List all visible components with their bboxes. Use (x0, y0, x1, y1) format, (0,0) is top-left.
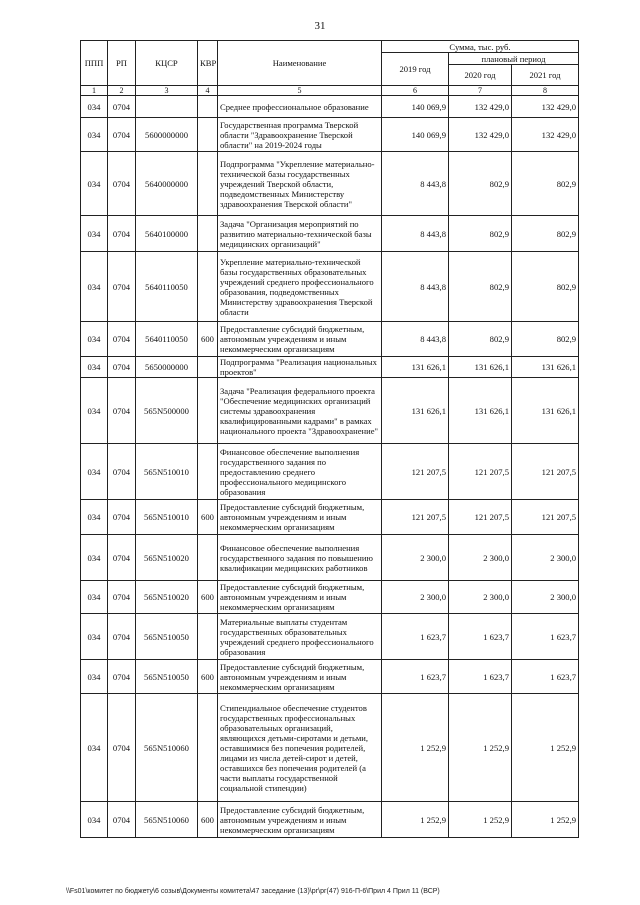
cell-ppp: 034 (81, 660, 108, 694)
cell-amount-2020: 1 623,7 (449, 614, 512, 660)
cell-amount-2020: 131 626,1 (449, 357, 512, 378)
cell-amount-2019: 1 252,9 (382, 694, 449, 802)
header-kcsr: КЦСР (136, 41, 198, 86)
cell-name: Материальные выплаты студентам государственных образовательных учреждений среднего профессионального образования (218, 614, 382, 660)
table-body (81, 96, 579, 838)
col-number: 4 (198, 86, 218, 96)
table-row (81, 216, 579, 252)
cell-rp: 0704 (108, 252, 136, 322)
cell-amount-2021: 1 623,7 (512, 614, 579, 660)
cell-name: Финансовое обеспечение выполнения государственного задания по повышению квалификации медицинских работников (218, 535, 382, 581)
cell-rp: 0704 (108, 535, 136, 581)
cell-amount-2020: 121 207,5 (449, 444, 512, 500)
cell-ppp: 034 (81, 152, 108, 216)
cell-name: Предоставление субсидий бюджетным, автономным учреждениям и иным некоммерческим организациям (218, 500, 382, 535)
table-row (81, 614, 579, 660)
cell-amount-2019: 121 207,5 (382, 500, 449, 535)
table-row (81, 322, 579, 357)
footer-file-path: \\Fs01\комитет по бюджету\6 созыв\Документы комитета\47 заседание (13)\рг\рг(47) 916-П-6\Прил 4 Прил 11 (ВСР) (66, 888, 440, 895)
cell-kcsr: 5640110050 (136, 322, 198, 357)
cell-amount-2021: 131 626,1 (512, 378, 579, 444)
table-row (81, 118, 579, 152)
cell-kcsr: 565N510050 (136, 614, 198, 660)
cell-amount-2021: 2 300,0 (512, 535, 579, 581)
cell-amount-2019: 131 626,1 (382, 378, 449, 444)
cell-kvr: 600 (198, 322, 218, 357)
cell-ppp: 034 (81, 216, 108, 252)
col-number: 2 (108, 86, 136, 96)
cell-amount-2019: 8 443,8 (382, 152, 449, 216)
cell-amount-2020: 121 207,5 (449, 500, 512, 535)
cell-amount-2021: 131 626,1 (512, 357, 579, 378)
col-number: 5 (218, 86, 382, 96)
cell-amount-2019: 8 443,8 (382, 322, 449, 357)
header-ppp: ППП (81, 41, 108, 86)
cell-amount-2020: 2 300,0 (449, 535, 512, 581)
cell-kvr (198, 535, 218, 581)
cell-ppp: 034 (81, 500, 108, 535)
cell-rp: 0704 (108, 660, 136, 694)
cell-amount-2020: 132 429,0 (449, 118, 512, 152)
table-row (81, 581, 579, 614)
col-number: 7 (449, 86, 512, 96)
cell-name: Подпрограмма "Укрепление материально-технической базы государственных учреждений Тверской области, подведомственных Министерству здравоохранения Тверской области" (218, 152, 382, 216)
cell-ppp: 034 (81, 802, 108, 838)
cell-amount-2021: 132 429,0 (512, 96, 579, 118)
cell-name: Предоставление субсидий бюджетным, автономным учреждениям и иным некоммерческим организациям (218, 660, 382, 694)
cell-amount-2019: 131 626,1 (382, 357, 449, 378)
cell-ppp: 034 (81, 694, 108, 802)
cell-amount-2019: 121 207,5 (382, 444, 449, 500)
cell-amount-2020: 131 626,1 (449, 378, 512, 444)
cell-name: Предоставление субсидий бюджетным, автономным учреждениям и иным некоммерческим организациям (218, 581, 382, 614)
header-sum-group: Сумма, тыс. руб. (382, 41, 579, 53)
table-row (81, 535, 579, 581)
cell-amount-2019: 140 069,9 (382, 96, 449, 118)
cell-rp: 0704 (108, 694, 136, 802)
cell-kvr (198, 357, 218, 378)
cell-kcsr: 565N500000 (136, 378, 198, 444)
cell-rp: 0704 (108, 444, 136, 500)
cell-amount-2019: 8 443,8 (382, 252, 449, 322)
header-year-2021: 2021 год (512, 65, 579, 86)
table-row (81, 378, 579, 444)
cell-kcsr: 5600000000 (136, 118, 198, 152)
cell-ppp: 034 (81, 378, 108, 444)
header-kvr: КВР (198, 41, 218, 86)
cell-rp: 0704 (108, 152, 136, 216)
cell-rp: 0704 (108, 118, 136, 152)
cell-amount-2019: 140 069,9 (382, 118, 449, 152)
cell-name: Предоставление субсидий бюджетным, автономным учреждениям и иным некоммерческим организациям (218, 802, 382, 838)
cell-kcsr: 5640110050 (136, 252, 198, 322)
cell-amount-2019: 1 623,7 (382, 660, 449, 694)
cell-rp: 0704 (108, 96, 136, 118)
cell-kvr: 600 (198, 500, 218, 535)
cell-name: Предоставление субсидий бюджетным, автономным учреждениям и иным некоммерческим организациям (218, 322, 382, 357)
cell-kcsr (136, 96, 198, 118)
cell-ppp: 034 (81, 614, 108, 660)
cell-rp: 0704 (108, 581, 136, 614)
cell-kcsr: 565N510020 (136, 535, 198, 581)
cell-amount-2020: 1 623,7 (449, 660, 512, 694)
cell-ppp: 034 (81, 118, 108, 152)
cell-kcsr: 5650000000 (136, 357, 198, 378)
col-number: 1 (81, 86, 108, 96)
cell-name: Стипендиальное обеспечение студентов государственных профессиональных образовательных организаций, являющихся детьми-сиротами и детьми, оставшимися без попечения родителей, лицами из числа детей-сирот и детей, оставшихся без попечения родителей (а части выплаты государственной социальной стипендии) (218, 694, 382, 802)
cell-ppp: 034 (81, 322, 108, 357)
cell-name: Среднее профессиональное образование (218, 96, 382, 118)
cell-kcsr: 565N510060 (136, 802, 198, 838)
cell-name: Подпрограмма "Реализация национальных проектов" (218, 357, 382, 378)
cell-amount-2020: 802,9 (449, 252, 512, 322)
cell-amount-2021: 2 300,0 (512, 581, 579, 614)
cell-kvr (198, 444, 218, 500)
col-number: 3 (136, 86, 198, 96)
cell-amount-2019: 2 300,0 (382, 581, 449, 614)
cell-amount-2021: 802,9 (512, 322, 579, 357)
table-row (81, 444, 579, 500)
cell-rp: 0704 (108, 614, 136, 660)
cell-kvr: 600 (198, 660, 218, 694)
cell-ppp: 034 (81, 252, 108, 322)
header-year-2020: 2020 год (449, 65, 512, 86)
cell-kcsr: 565N510010 (136, 444, 198, 500)
cell-name: Укрепление материально-технической базы государственных образовательных учреждений среднего профессионального образования, подведомственных Министерству здравоохранения Тверской области (218, 252, 382, 322)
cell-amount-2019: 8 443,8 (382, 216, 449, 252)
cell-kvr (198, 152, 218, 216)
cell-kvr (198, 118, 218, 152)
cell-rp: 0704 (108, 378, 136, 444)
col-number: 8 (512, 86, 579, 96)
cell-name: Государственная программа Тверской области "Здравоохранение Тверской области" на 2019-2024 годы (218, 118, 382, 152)
cell-kcsr: 565N510020 (136, 581, 198, 614)
header-planned-period: плановый период (449, 53, 579, 65)
cell-kvr (198, 96, 218, 118)
cell-amount-2020: 1 252,9 (449, 694, 512, 802)
table-row (81, 660, 579, 694)
cell-amount-2021: 802,9 (512, 216, 579, 252)
cell-amount-2021: 121 207,5 (512, 500, 579, 535)
cell-amount-2021: 1 252,9 (512, 694, 579, 802)
cell-amount-2021: 132 429,0 (512, 118, 579, 152)
cell-kvr: 600 (198, 802, 218, 838)
cell-amount-2019: 1 623,7 (382, 614, 449, 660)
cell-name: Финансовое обеспечение выполнения государственного задания по предоставлению среднего профессионального медицинского образования (218, 444, 382, 500)
cell-kcsr: 565N510010 (136, 500, 198, 535)
cell-rp: 0704 (108, 802, 136, 838)
page-number: 31 (314, 20, 326, 32)
cell-amount-2021: 1 623,7 (512, 660, 579, 694)
cell-ppp: 034 (81, 581, 108, 614)
table-row (81, 802, 579, 838)
cell-rp: 0704 (108, 216, 136, 252)
cell-amount-2020: 132 429,0 (449, 96, 512, 118)
cell-kvr (198, 216, 218, 252)
cell-kvr: 600 (198, 581, 218, 614)
cell-kvr (198, 252, 218, 322)
cell-kvr (198, 378, 218, 444)
table-row (81, 694, 579, 802)
cell-amount-2019: 1 252,9 (382, 802, 449, 838)
col-number: 6 (382, 86, 449, 96)
budget-table (80, 40, 579, 838)
cell-amount-2021: 802,9 (512, 152, 579, 216)
cell-amount-2019: 2 300,0 (382, 535, 449, 581)
header-name: Наименование (218, 41, 382, 86)
cell-rp: 0704 (108, 357, 136, 378)
cell-ppp: 034 (81, 357, 108, 378)
table-row (81, 500, 579, 535)
cell-ppp: 034 (81, 535, 108, 581)
cell-ppp: 034 (81, 96, 108, 118)
cell-amount-2020: 802,9 (449, 152, 512, 216)
cell-kcsr: 5640000000 (136, 152, 198, 216)
cell-amount-2020: 2 300,0 (449, 581, 512, 614)
cell-kcsr: 565N510060 (136, 694, 198, 802)
table-row (81, 96, 579, 118)
header-year-2019: 2019 год (382, 53, 449, 86)
cell-amount-2020: 1 252,9 (449, 802, 512, 838)
cell-kvr (198, 694, 218, 802)
cell-amount-2021: 1 252,9 (512, 802, 579, 838)
cell-kcsr: 5640100000 (136, 216, 198, 252)
cell-rp: 0704 (108, 500, 136, 535)
cell-name: Задача "Организация мероприятий по развитию материально-технической базы медицинских организаций" (218, 216, 382, 252)
table-row (81, 152, 579, 216)
cell-ppp: 034 (81, 444, 108, 500)
cell-amount-2020: 802,9 (449, 216, 512, 252)
cell-name: Задача "Реализация федерального проекта "Обеспечение медицинских организаций системы здравоохранения квалифицированными кадрами" в рамках национального проекта "Здравоохранение" (218, 378, 382, 444)
cell-kcsr: 565N510050 (136, 660, 198, 694)
cell-kvr (198, 614, 218, 660)
column-numbers-row (81, 86, 579, 96)
header-rp: РП (108, 41, 136, 86)
cell-amount-2021: 121 207,5 (512, 444, 579, 500)
cell-amount-2020: 802,9 (449, 322, 512, 357)
cell-rp: 0704 (108, 322, 136, 357)
cell-amount-2021: 802,9 (512, 252, 579, 322)
table-row (81, 357, 579, 378)
table-row (81, 252, 579, 322)
